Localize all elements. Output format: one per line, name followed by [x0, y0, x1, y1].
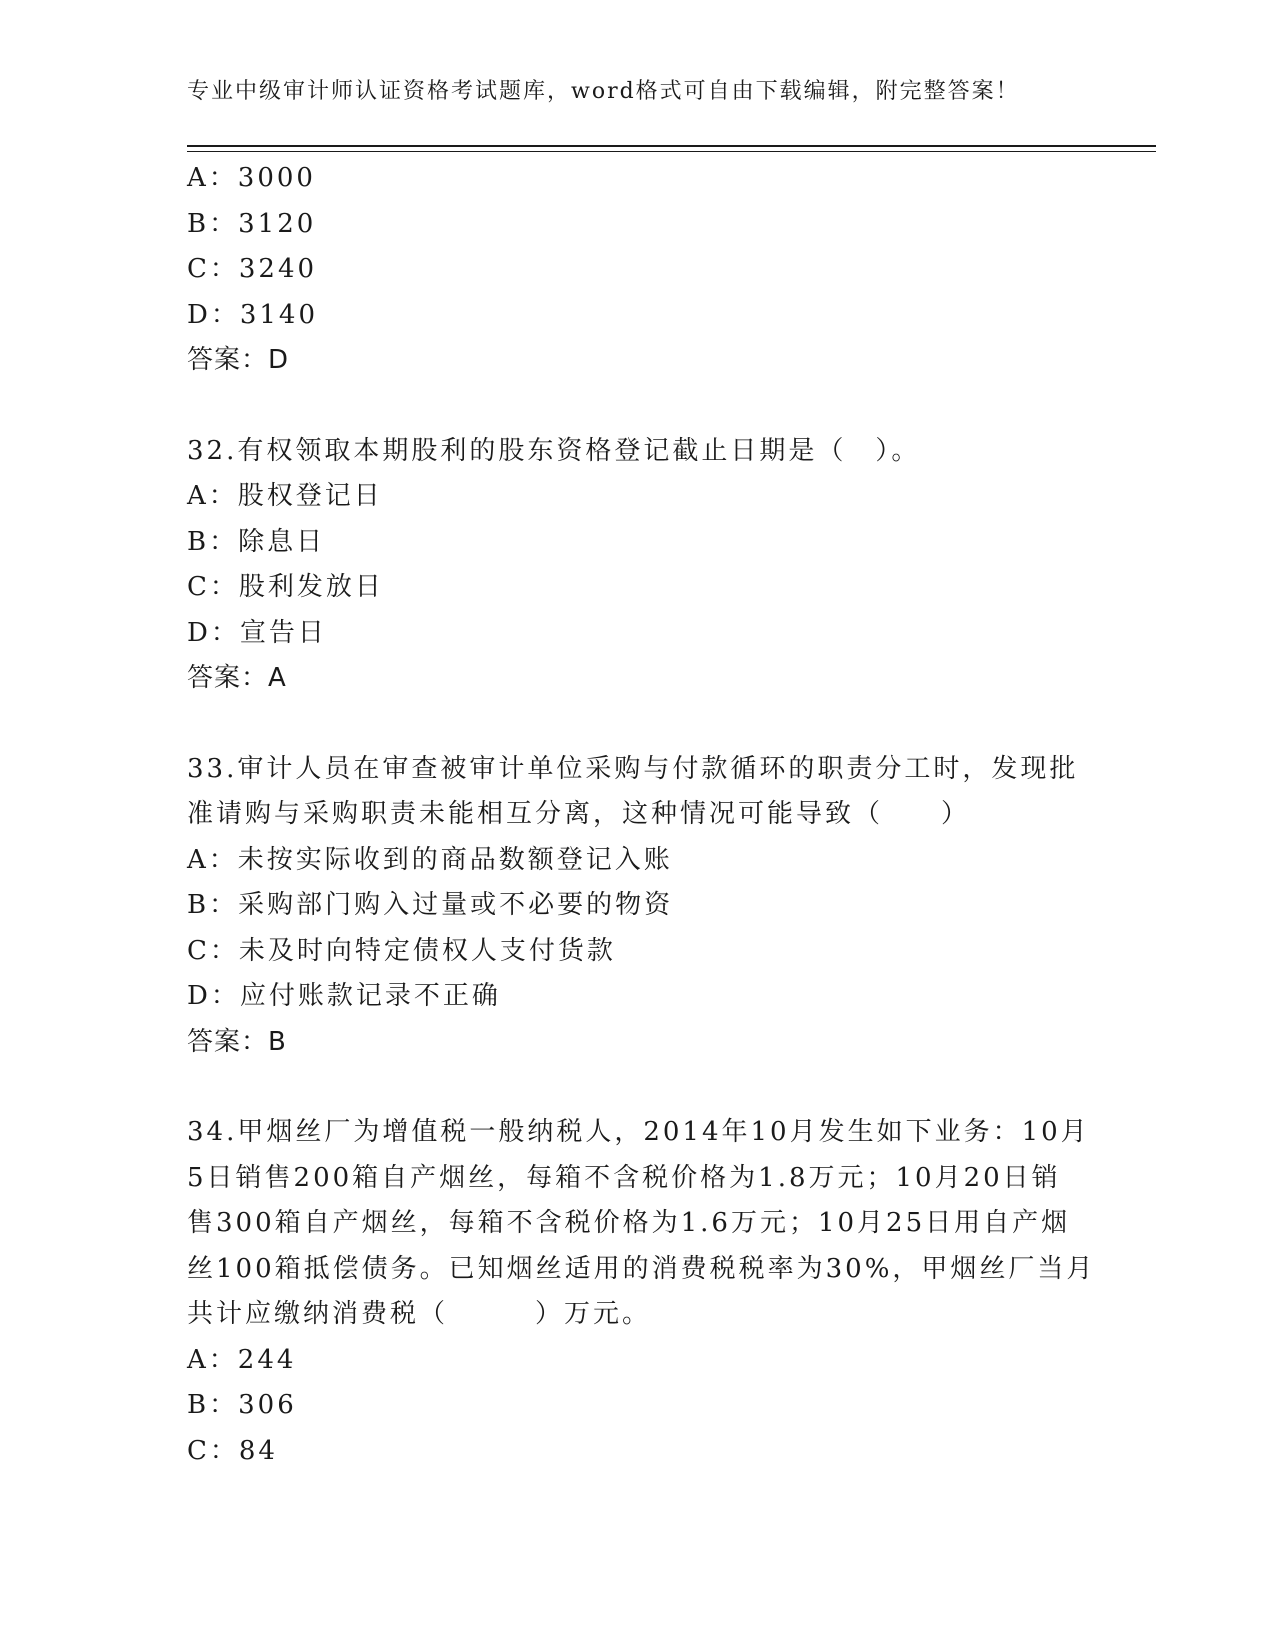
header-rule — [187, 145, 1156, 152]
option-b: B：306 — [187, 1390, 297, 1420]
option-c: C：84 — [187, 1435, 278, 1466]
option-b: B：3120 — [187, 208, 317, 239]
option-c: C：3240 — [187, 254, 318, 284]
question-stem: 共计应缴纳消费税（ ）万元。 — [187, 1299, 652, 1329]
answer: 答案：A — [187, 663, 287, 693]
answer: 答案：B — [187, 1026, 287, 1057]
question-stem: 33.审计人员在审查被审计单位采购与付款循环的职责分工时，发现批 — [187, 753, 1079, 784]
option-b: B：采购部门购入过量或不必要的物资 — [187, 890, 674, 920]
option-c: C：未及时向特定债权人支付货款 — [187, 935, 616, 966]
question-stem: 售300箱自产烟丝，每箱不含税价格为1.6万元；10月25日用自产烟 — [187, 1208, 1071, 1238]
question-34 — [187, 1110, 1096, 1474]
question-stem: 32.有权领取本期股利的股东资格登记截止日期是（ ）。 — [187, 435, 921, 466]
answer: 答案：D — [187, 345, 290, 375]
question-stem: 准请购与采购职责未能相互分离，这种情况可能导致（ ） — [187, 799, 971, 829]
question-list — [187, 156, 1096, 1519]
question-31 — [187, 156, 1087, 384]
option-d: D：应付账款记录不正确 — [187, 981, 501, 1011]
question-33 — [187, 747, 1087, 1066]
option-a: A：244 — [187, 1344, 297, 1375]
option-a: A：未按实际收到的商品数额登记入账 — [187, 844, 673, 875]
question-stem: 34.甲烟丝厂为增值税一般纳税人，2014年10月发生如下业务：10月 — [187, 1117, 1090, 1147]
option-a: A：3000 — [187, 163, 316, 193]
option-d: D：宣告日 — [187, 617, 327, 648]
question-stem: 丝100箱抵偿债务。已知烟丝适用的消费税税率为30%，甲烟丝厂当月 — [187, 1253, 1096, 1284]
option-d: D：3140 — [187, 299, 319, 330]
option-b: B：除息日 — [187, 526, 326, 557]
option-a: A：股权登记日 — [187, 481, 383, 511]
question-32 — [187, 429, 1087, 702]
option-c: C：股利发放日 — [187, 572, 384, 602]
question-stem: 5日销售200箱自产烟丝，每箱不含税价格为1.8万元；10月20日销 — [187, 1162, 1061, 1193]
page-header: 专业中级审计师认证资格考试题库，word格式可自由下载编辑，附完整答案！ — [187, 79, 1020, 104]
